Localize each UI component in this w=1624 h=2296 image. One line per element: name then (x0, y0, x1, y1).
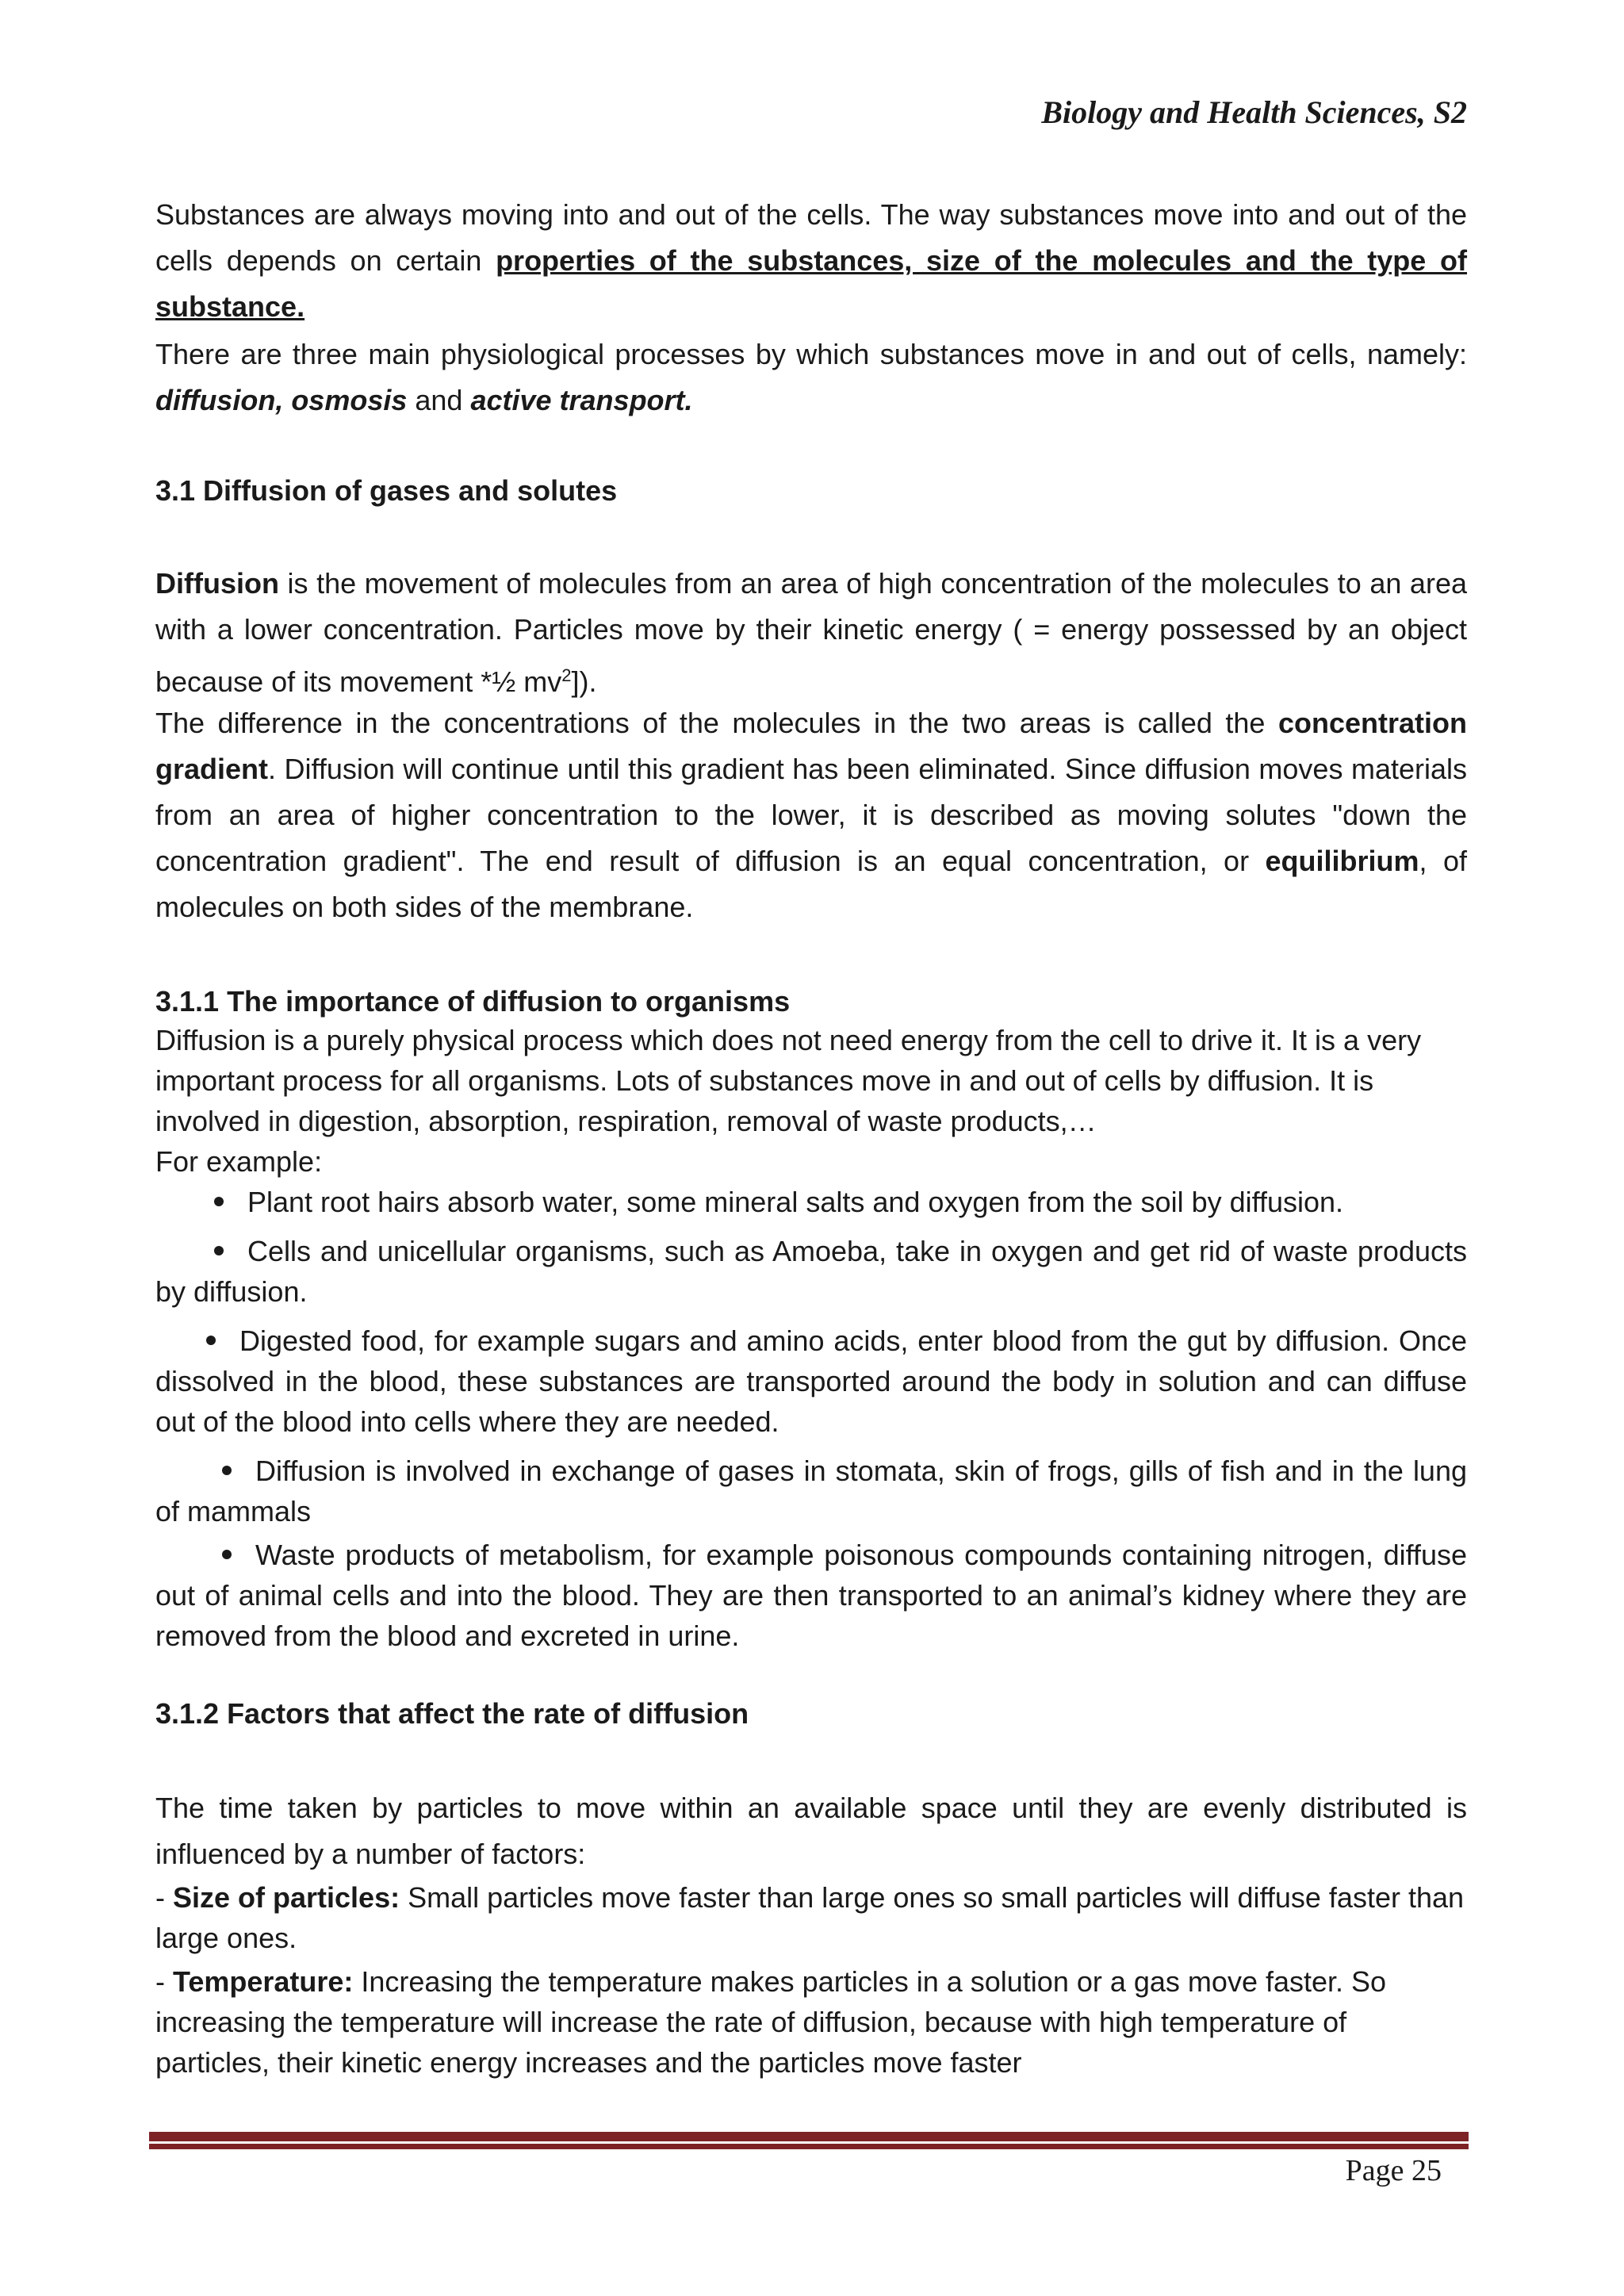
factor-term: Size of particles: (173, 1881, 400, 1914)
diffusion-definition (155, 561, 1467, 705)
bullet-icon (214, 1197, 224, 1206)
concentration-gradient-paragraph (155, 700, 1467, 930)
for-example-label: For example: (155, 1145, 323, 1178)
list-item (155, 1451, 1467, 1531)
list-dash: - (155, 1965, 173, 1998)
section-heading-3-1-1: 3.1.1 The importance of diffusion to organisms (155, 985, 791, 1018)
definition-term: Diffusion (155, 567, 279, 600)
intro-and: and (407, 384, 471, 416)
list-item (155, 1182, 1467, 1222)
intro-paragraph-1 (155, 192, 1467, 330)
intro-emphasis: properties of the substances, size of the molecules and the type of substance. (155, 244, 1468, 323)
footer-divider (149, 2132, 1469, 2144)
intro-paragraph-2 (155, 332, 1467, 424)
definition-end: ]). (571, 665, 597, 698)
factor-text: Increasing the temperature makes particles in a solution or a gas move faster. So increasing the temperature will increase the rate of diffusion, because with high temperature of particles, their kinetic energy increases and the particles move faster (155, 1965, 1387, 2079)
process-term-active: active transport. (470, 384, 693, 416)
process-terms: diffusion, osmosis (155, 384, 408, 416)
superscript: 2 (561, 665, 572, 685)
list-item (155, 1535, 1467, 1656)
list-dash: - (155, 1881, 173, 1914)
paragraph-text: , of molecules on both sides of the membrane. (155, 845, 1467, 923)
factor-temperature (155, 1961, 1467, 2083)
importance-intro: Diffusion is a purely physical process which does not need energy from the cell to drive it. It is a very important process for all organisms. Lots of substances move in and out of cells by diffusion. It is involved in digestion, absorption, respiration, removal of waste products,… (155, 1024, 1422, 1137)
paragraph-text: The difference in the concentrations of the molecules in the two areas is called the (155, 707, 1278, 739)
definition-text: is the movement of molecules from an area of high concentration of the molecules to an area with a lower concentration. Particles move by their kinetic energy ( = energy possessed by an object because of its movement *½ mv (155, 567, 1467, 698)
list-item-text: Plant root hairs absorb water, some mineral salts and oxygen from the soil by diffusion. (247, 1186, 1344, 1218)
section-heading-3-1: 3.1 Diffusion of gases and solutes (155, 474, 618, 507)
list-item-text: Diffusion is involved in exchange of gases in stomata, skin of frogs, gills of fish and in the lung of mammals (155, 1455, 1467, 1527)
bullet-icon (206, 1336, 216, 1345)
bullet-icon (222, 1550, 232, 1559)
factors-intro: The time taken by particles to move within an available space until they are evenly distributed is influenced by a number of factors: (155, 1792, 1467, 1870)
factor-text: Small particles move faster than large ones so small particles will diffuse faster than large ones. (155, 1881, 1465, 1954)
intro-text: There are three main physiological processes by which substances move in and out of cells, namely: (155, 338, 1467, 370)
intro-text: Substances are always moving into and out of the cells. The way substances move into and out of the cells depends on certain (155, 198, 1467, 277)
section-heading-3-1-2: 3.1.2 Factors that affect the rate of diffusion (155, 1697, 749, 1730)
list-item (155, 1231, 1467, 1312)
bullet-icon (214, 1246, 224, 1255)
list-item-text: Waste products of metabolism, for example poisonous compounds containing nitrogen, diffuse out of animal cells and into the blood. They are then transported to an animal’s kidney where they are removed from the blood and excreted in urine. (155, 1539, 1467, 1652)
list-item-text: Digested food, for example sugars and amino acids, enter blood from the gut by diffusion. Once dissolved in the blood, these substances are transported around the body in solution and can diffuse out of the blood into cells where they are needed. (155, 1324, 1467, 1438)
term-concentration-gradient: concentration gradient (155, 707, 1467, 785)
list-item-text: Cells and unicellular organisms, such as Amoeba, take in oxygen and get rid of waste products by diffusion. (155, 1235, 1467, 1308)
page-number: Page 25 (1345, 2154, 1442, 2187)
paragraph-text: . Diffusion will continue until this gradient has been eliminated. Since diffusion moves materials from an area of higher concentration to the lower, it is described as moving solutes "down the concentration gradient". The end result of diffusion is an equal concentration, or (155, 753, 1467, 877)
list-item (155, 1320, 1467, 1442)
factor-term: Temperature: (173, 1965, 354, 1998)
factor-size-of-particles (155, 1877, 1467, 1958)
term-equilibrium: equilibrium (1265, 845, 1419, 877)
bullet-icon (222, 1466, 232, 1475)
running-header: Biology and Health Sciences, S2 (1041, 94, 1467, 130)
